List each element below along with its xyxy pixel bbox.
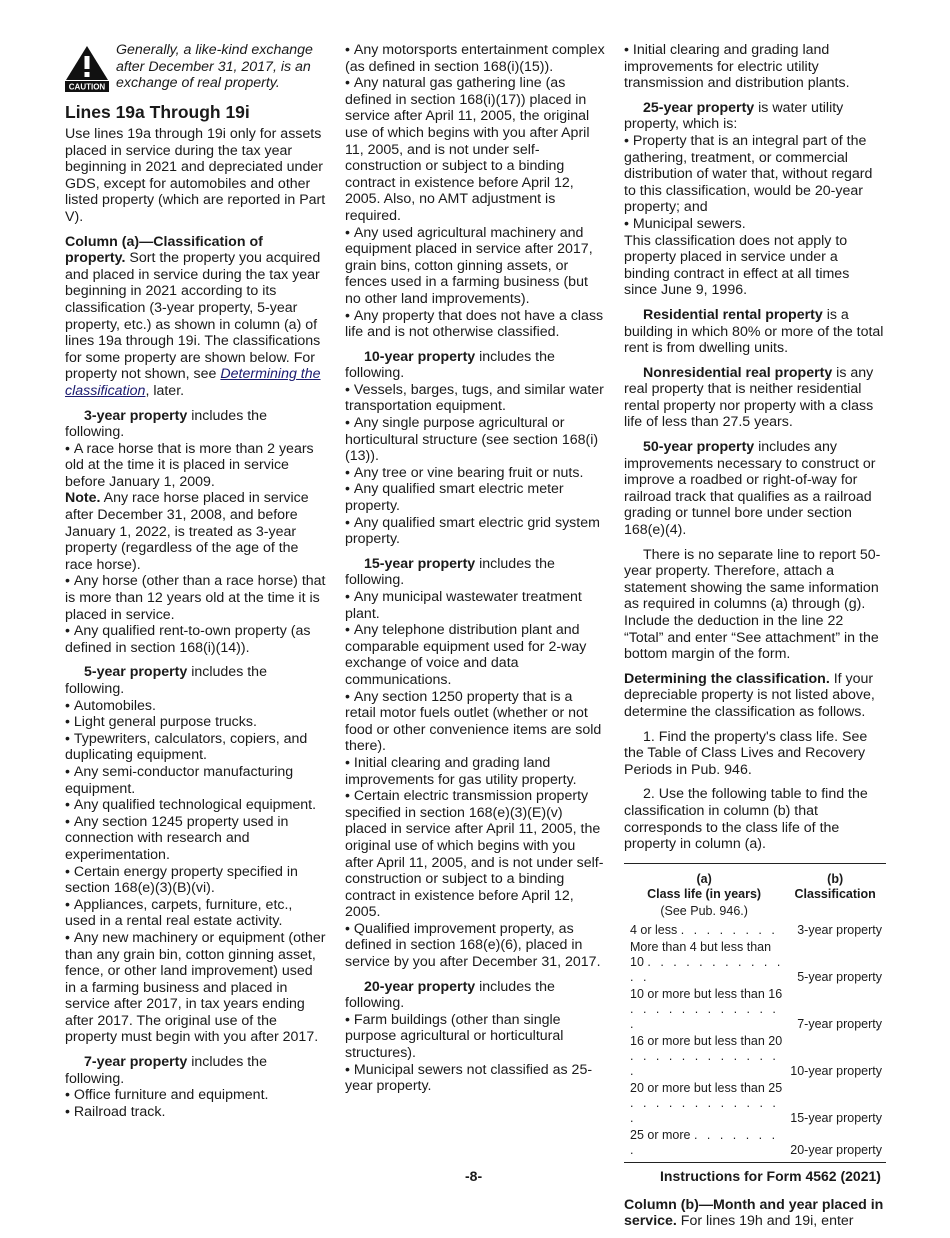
table-row — [624, 1033, 886, 1080]
list-item: • Any qualified technological equipment. — [65, 797, 327, 814]
table-row — [624, 986, 886, 1033]
list-item: • Automobiles. — [65, 698, 327, 715]
cell-class-life — [624, 922, 784, 939]
cell-classification: 3-year property — [797, 922, 882, 937]
caution-icon — [65, 44, 109, 92]
header-b — [784, 863, 886, 903]
cell-classification: 5-year property — [797, 969, 882, 984]
residential-text: is a building in which 80% or more of the total rent is from dwelling units. — [624, 306, 884, 357]
intro-paragraph: Use lines 19a through 19i only for assets placed in service during the tax year beginning in 2021 and depreciated under GDS, except for automobiles and other listed property (which are reported in Part V). — [65, 126, 326, 225]
step-1: 1. Find the property's class life. See the Table of Class Lives and Recovery Periods in Pub. 946. — [624, 728, 868, 778]
column-right — [624, 42, 886, 1238]
table-row — [624, 1127, 886, 1163]
note-lead: Note. — [65, 490, 101, 507]
column-b-paragraph — [624, 1197, 886, 1230]
list-item: • Any section 1250 property that is a retail motor fuels outlet (whether or not food or other convenience items are sold there). — [345, 689, 607, 755]
25-year-lead: 25-year property — [643, 99, 755, 116]
class-life-text: 25 or more — [630, 1127, 691, 1142]
class-life-text: 16 or more but less than 20 — [630, 1033, 783, 1048]
list-item: • Any motorsports entertainment complex (as defined in section 168(i)(15)). — [345, 42, 607, 75]
column-a-text: Sort the property you acquired and placed in service during the tax year beginning in 2021 according to its classification (3-year property, 5-year property, etc.) as shown in column (a) of lines 19a through 19i. The classifications for some property are shown below. For property not shown, see — [65, 250, 321, 383]
list-item: • Farm buildings (other than single purpose agricultural or horticultural structures). — [345, 1012, 607, 1062]
leader-dots: . . . . . . . . . . . . . — [630, 954, 784, 984]
20-year-text: includes the following. — [345, 978, 555, 1012]
25-year-note: This classification does not apply to property placed in service under a binding contract in effect at all times since June 9, 1996. — [624, 232, 850, 299]
cell-class-life — [624, 986, 784, 1033]
list-item: • Any tree or vine bearing fruit or nuts. — [345, 465, 607, 482]
25-year-intro — [624, 100, 886, 133]
list-item: • Typewriters, calculators, copiers, and duplicating equipment. — [65, 731, 327, 764]
table-row — [624, 1080, 886, 1127]
15-year-text: includes the following. — [345, 555, 555, 589]
list-item: • Any qualified smart electric meter property. — [345, 481, 607, 514]
step-2: 2. Use the following table to find the classification in column (b) that corresponds to the class life of the property in column (a). — [624, 786, 868, 853]
list-item: • Any horse (other than a race horse) that is more than 12 years old at the time it is placed in service. — [65, 573, 327, 623]
header-a-letter: (a) — [696, 871, 712, 886]
determining-paragraph — [624, 671, 886, 721]
table-row — [624, 922, 886, 939]
column-a-paragraph — [65, 234, 327, 400]
list-item: • Any new machinery or equipment (other than any grain bin, cotton ginning asset, fence, or other land improvement) used in a farming business and placed in service after 2017, in tax years ending after 2017. The original use of the property must begin with you after 2017. — [65, 930, 327, 1046]
footer-title: Instructions for Form 4562 (2021) — [660, 1168, 881, 1184]
leader-dots: . . . . . . . . — [630, 1127, 779, 1157]
column-b-text: For lines 19h and 19i, enter — [676, 1213, 854, 1230]
note-text: Any race horse placed in service after December 31, 2008, and before January 1, 2022, is treated as 3-year property (regardless of the age of the race horse). — [65, 490, 309, 573]
list-item: • Municipal sewers not classified as 25-year property. — [345, 1062, 607, 1095]
5-year-lead: 5-year property — [84, 664, 188, 681]
note-paragraph — [65, 490, 327, 573]
leader-dots: . . . . . . . . — [680, 922, 778, 937]
7-year-text: includes the following. — [65, 1054, 267, 1087]
determining-classification-link[interactable]: Determining the classification — [65, 366, 321, 399]
list-item: • Municipal sewers. — [624, 216, 886, 233]
10-year-lead: 10-year property — [364, 348, 476, 365]
10-year-text: includes the following. — [345, 348, 555, 382]
residential-lead: Residential rental property — [643, 306, 823, 323]
page-number: -8- — [465, 1168, 483, 1184]
nonresidential-text: is any real property that is neither residential rental property nor property with a class life of less than 27.5 years. — [624, 364, 874, 431]
cell-class-life — [624, 939, 784, 986]
15-year-intro — [345, 556, 607, 589]
10-year-intro — [345, 349, 607, 382]
list-item: • Certain electric transmission property specified in section 168(e)(3)(E)(v) placed in service after April 11, 2005, the original use of which begins with you after April 11, 2005, and is not under self-construction or subject to a binding contract in existence before April 12, 2005. — [345, 788, 607, 921]
list-item: • Certain energy property specified in section 168(e)(3)(B)(vi). — [65, 864, 327, 897]
list-item: • A race horse that is more than 2 years old at the time it is placed in service before January 1, 2009. — [65, 441, 327, 491]
class-life-text: More than 4 but less than 10 — [630, 939, 772, 969]
header-a-note: (See Pub. 946.) — [660, 903, 748, 918]
list-item: • Initial clearing and grading land improvements for gas utility property. — [345, 755, 607, 788]
3-year-intro — [65, 408, 327, 441]
header-b-blank — [784, 903, 886, 922]
20-year-intro — [345, 979, 607, 1012]
determining-lead: Determining the classification. — [624, 670, 830, 687]
column-middle — [345, 42, 607, 1095]
list-item: • Any qualified rent-to-own property (as defined in section 168(i)(14)). — [65, 623, 327, 656]
cell-classification: 10-year property — [790, 1063, 882, 1078]
cell-classification: 15-year property — [790, 1110, 882, 1125]
15-year-lead: 15-year property — [364, 555, 476, 572]
list-item: • Property that is an integral part of the gathering, treatment, or commercial distribution of water that, without regard to this classification, would be 20-year property; and — [624, 133, 886, 216]
residential-paragraph — [624, 307, 886, 357]
list-item: • Any municipal wastewater treatment plant. — [345, 589, 607, 622]
column-b-lead: Column (b)—Month and year placed in service. — [624, 1196, 884, 1230]
header-a-label: Class life (in years) — [647, 886, 762, 901]
header-b-label: Classification — [794, 886, 876, 901]
3-year-lead: 3-year property — [84, 407, 188, 424]
list-item: • Any section 1245 property used in connection with research and experimentation. — [65, 814, 327, 864]
5-year-intro — [65, 664, 327, 697]
caution-box — [65, 42, 327, 92]
list-item: • Any used agricultural machinery and equipment placed in service after 2017, grain bins, cotton ginning assets, or fences used in a farming business (but no other land improvements). — [345, 225, 607, 308]
caution-text: Generally, a like-kind exchange after December 31, 2017, is an exchange of real property. — [116, 42, 313, 92]
50-year-paragraph — [624, 439, 886, 539]
7-year-lead: 7-year property — [84, 1054, 188, 1071]
class-life-text: 4 or less — [630, 922, 678, 937]
list-item: • Qualified improvement property, as defined in section 168(e)(6), placed in service by you after December 31, 2017. — [345, 921, 607, 971]
determining-text: If your depreciable property is not listed above, determine the classification as follows. — [624, 670, 875, 720]
section-heading: Lines 19a Through 19i — [65, 102, 250, 122]
classification-table — [624, 863, 886, 1163]
class-life-text: 10 or more but less than 16 — [630, 986, 783, 1001]
list-item: • Any natural gas gathering line (as defined in section 168(i)(17)) placed in service after April 11, 2005, the original use of which begins with you after April 11, 2005, and is not under self-construction or subject to a binding contract in existence before April 12, 2005. Also, no AMT adjustment is required. — [345, 75, 607, 224]
list-item: • Any qualified smart electric grid system property. — [345, 515, 607, 548]
leader-dots: . . . . . . . . . . . . . — [630, 1001, 779, 1031]
list-item: • Any single purpose agricultural or horticultural structure (see section 168(i)(13)). — [345, 415, 607, 465]
class-life-text: 20 or more but less than 25 — [630, 1080, 783, 1095]
cell-class-life — [624, 1127, 784, 1163]
nonresidential-lead: Nonresidential real property — [643, 364, 833, 381]
column-a-lead: Column (a)—Classification of property. — [65, 233, 263, 267]
3-year-text: includes the following. — [65, 407, 267, 441]
50-year-text: includes any improvements necessary to construct or improve a roadbed or right-of-way for railroad track that qualifies as a railroad grading or tunnel bore under section 168(e)(4). — [624, 439, 876, 539]
7-year-intro — [65, 1054, 327, 1087]
list-item: • Initial clearing and grading land improvements for electric utility transmission and distribution plants. — [624, 42, 886, 92]
list-item: • Any semi-conductor manufacturing equipment. — [65, 764, 327, 797]
list-item: • Light general purpose trucks. — [65, 714, 327, 731]
header-a — [624, 863, 784, 903]
column-a-tail: , later. — [145, 382, 185, 399]
table-row — [624, 939, 886, 986]
caution-label: CAUTION — [68, 82, 106, 92]
list-item: • Any property that does not have a class life and is not otherwise classified. — [345, 308, 607, 341]
list-item: • Office furniture and equipment. — [65, 1087, 327, 1104]
list-item: • Railroad track. — [65, 1104, 327, 1121]
list-item: • Appliances, carpets, furniture, etc., used in a rental real estate activity. — [65, 897, 327, 930]
column-left — [65, 42, 327, 1120]
cell-classification: 7-year property — [797, 1016, 882, 1031]
list-item: • Any telephone distribution plant and comparable equipment used for 2-way exchange of voice and data communications. — [345, 622, 607, 688]
leader-dots: . . . . . . . . . . . . . — [630, 1095, 779, 1125]
50-year-lead: 50-year property — [643, 439, 755, 456]
cell-class-life — [624, 1033, 784, 1080]
50-year-note: There is no separate line to report 50-year property. Therefore, attach a statement showing the same information as required in columns (a) through (g). Include the deduction in the line 22 “Total” and enter “See attachment” in the bottom margin of the form. — [624, 546, 881, 663]
nonresidential-paragraph — [624, 365, 886, 431]
25-year-text: is water utility property, which is: — [624, 99, 844, 133]
cell-classification: 20-year property — [784, 1127, 886, 1163]
cell-class-life — [624, 1080, 784, 1127]
list-item: • Vessels, barges, tugs, and similar water transportation equipment. — [345, 382, 607, 415]
20-year-lead: 20-year property — [364, 978, 476, 995]
leader-dots: . . . . . . . . . . . . . — [630, 1048, 779, 1078]
5-year-text: includes the following. — [65, 664, 267, 697]
header-b-letter: (b) — [827, 871, 844, 886]
